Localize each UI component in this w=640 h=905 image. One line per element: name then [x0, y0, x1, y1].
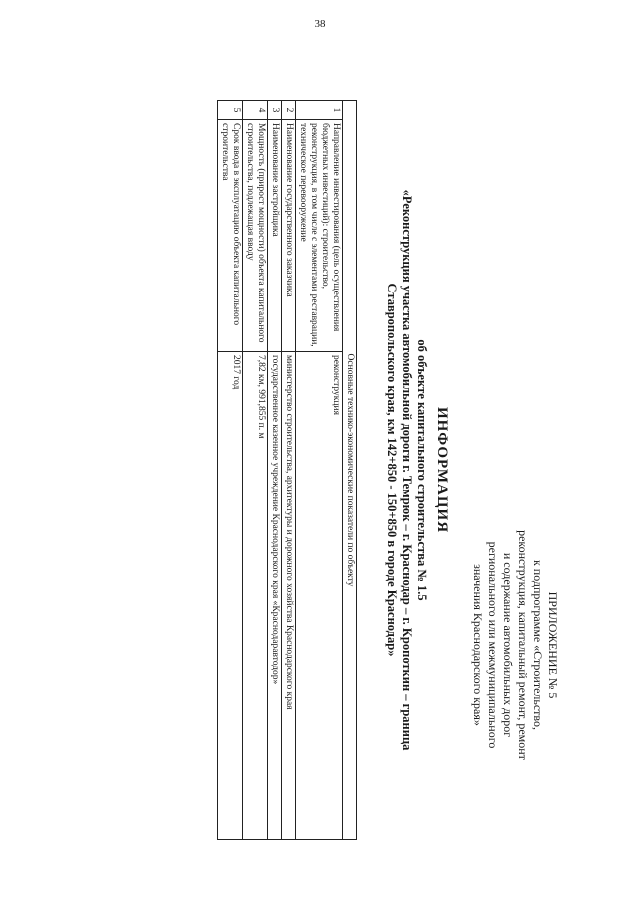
document-title: ИНФОРМАЦИЯ — [434, 406, 450, 534]
row-number: 2 — [282, 101, 296, 120]
indicator-value: министерство строительства, архитектуры и дорожного хозяйства Краснодарского края — [282, 352, 296, 840]
table-row — [218, 101, 243, 840]
document-heading — [384, 100, 450, 840]
object-name-line: «Реконструкция участка автомобильной дороги г. Темрюк – г. Краснодар – г. Кропоткин – граница — [400, 189, 414, 751]
indicator-value: 2017 год — [218, 352, 243, 840]
object-name-line: Ставропольского края, км 142+850 - 150+850 в городе Краснодар» — [385, 283, 399, 657]
document-subtitle: об объекте капитального строительства № 1.5 — [415, 339, 429, 601]
appendix-block — [470, 500, 560, 790]
indicator-name: Направление инвестирования (цель осуществления бюджетных инвестиций): строительство, реконструкция, в том числе с элементами реставрации, техническое перевооружение — [296, 120, 343, 352]
row-number: 1 — [296, 101, 343, 120]
page-number: 38 — [314, 18, 326, 30]
indicator-name: Срок ввода в эксплуатацию объекта капитального строительства — [218, 120, 243, 352]
row-number: 4 — [243, 101, 268, 120]
indicators-table — [217, 100, 357, 840]
table-row — [296, 101, 343, 840]
appendix-line: к подпрограмме «Строительство, — [531, 559, 545, 731]
table-row — [268, 101, 282, 840]
rotated-page-content — [210, 60, 600, 840]
row-number: 5 — [218, 101, 243, 120]
indicator-name: Наименование застройщика — [268, 120, 282, 352]
indicator-name: Наименование государственного заказчика — [282, 120, 296, 352]
indicator-name: Мощность (прирост мощности) объекта капитального строительства, подлежащая вводу — [243, 120, 268, 352]
appendix-line: реконструкция, капитальный ремонт, ремонт — [516, 530, 530, 760]
table-row — [282, 101, 296, 840]
table-row — [243, 101, 268, 840]
indicator-value: реконструкция — [296, 352, 343, 840]
indicator-value: государственное казенное учреждение Краснодарского края «Краснодаравтодор» — [268, 352, 282, 840]
appendix-line: регионального или межмуниципального — [486, 541, 500, 749]
table-header: Основные технико-экономические показатели по объекту — [343, 101, 357, 840]
row-number: 3 — [268, 101, 282, 120]
appendix-title: ПРИЛОЖЕНИЕ № 5 — [546, 591, 560, 699]
appendix-line: и содержание автомобильных дорог — [501, 552, 515, 738]
indicator-value: 7,82 км, 991,855 п. м — [243, 352, 268, 840]
table-header-row — [343, 101, 357, 840]
appendix-line: значения Краснодарского края» — [471, 564, 485, 726]
